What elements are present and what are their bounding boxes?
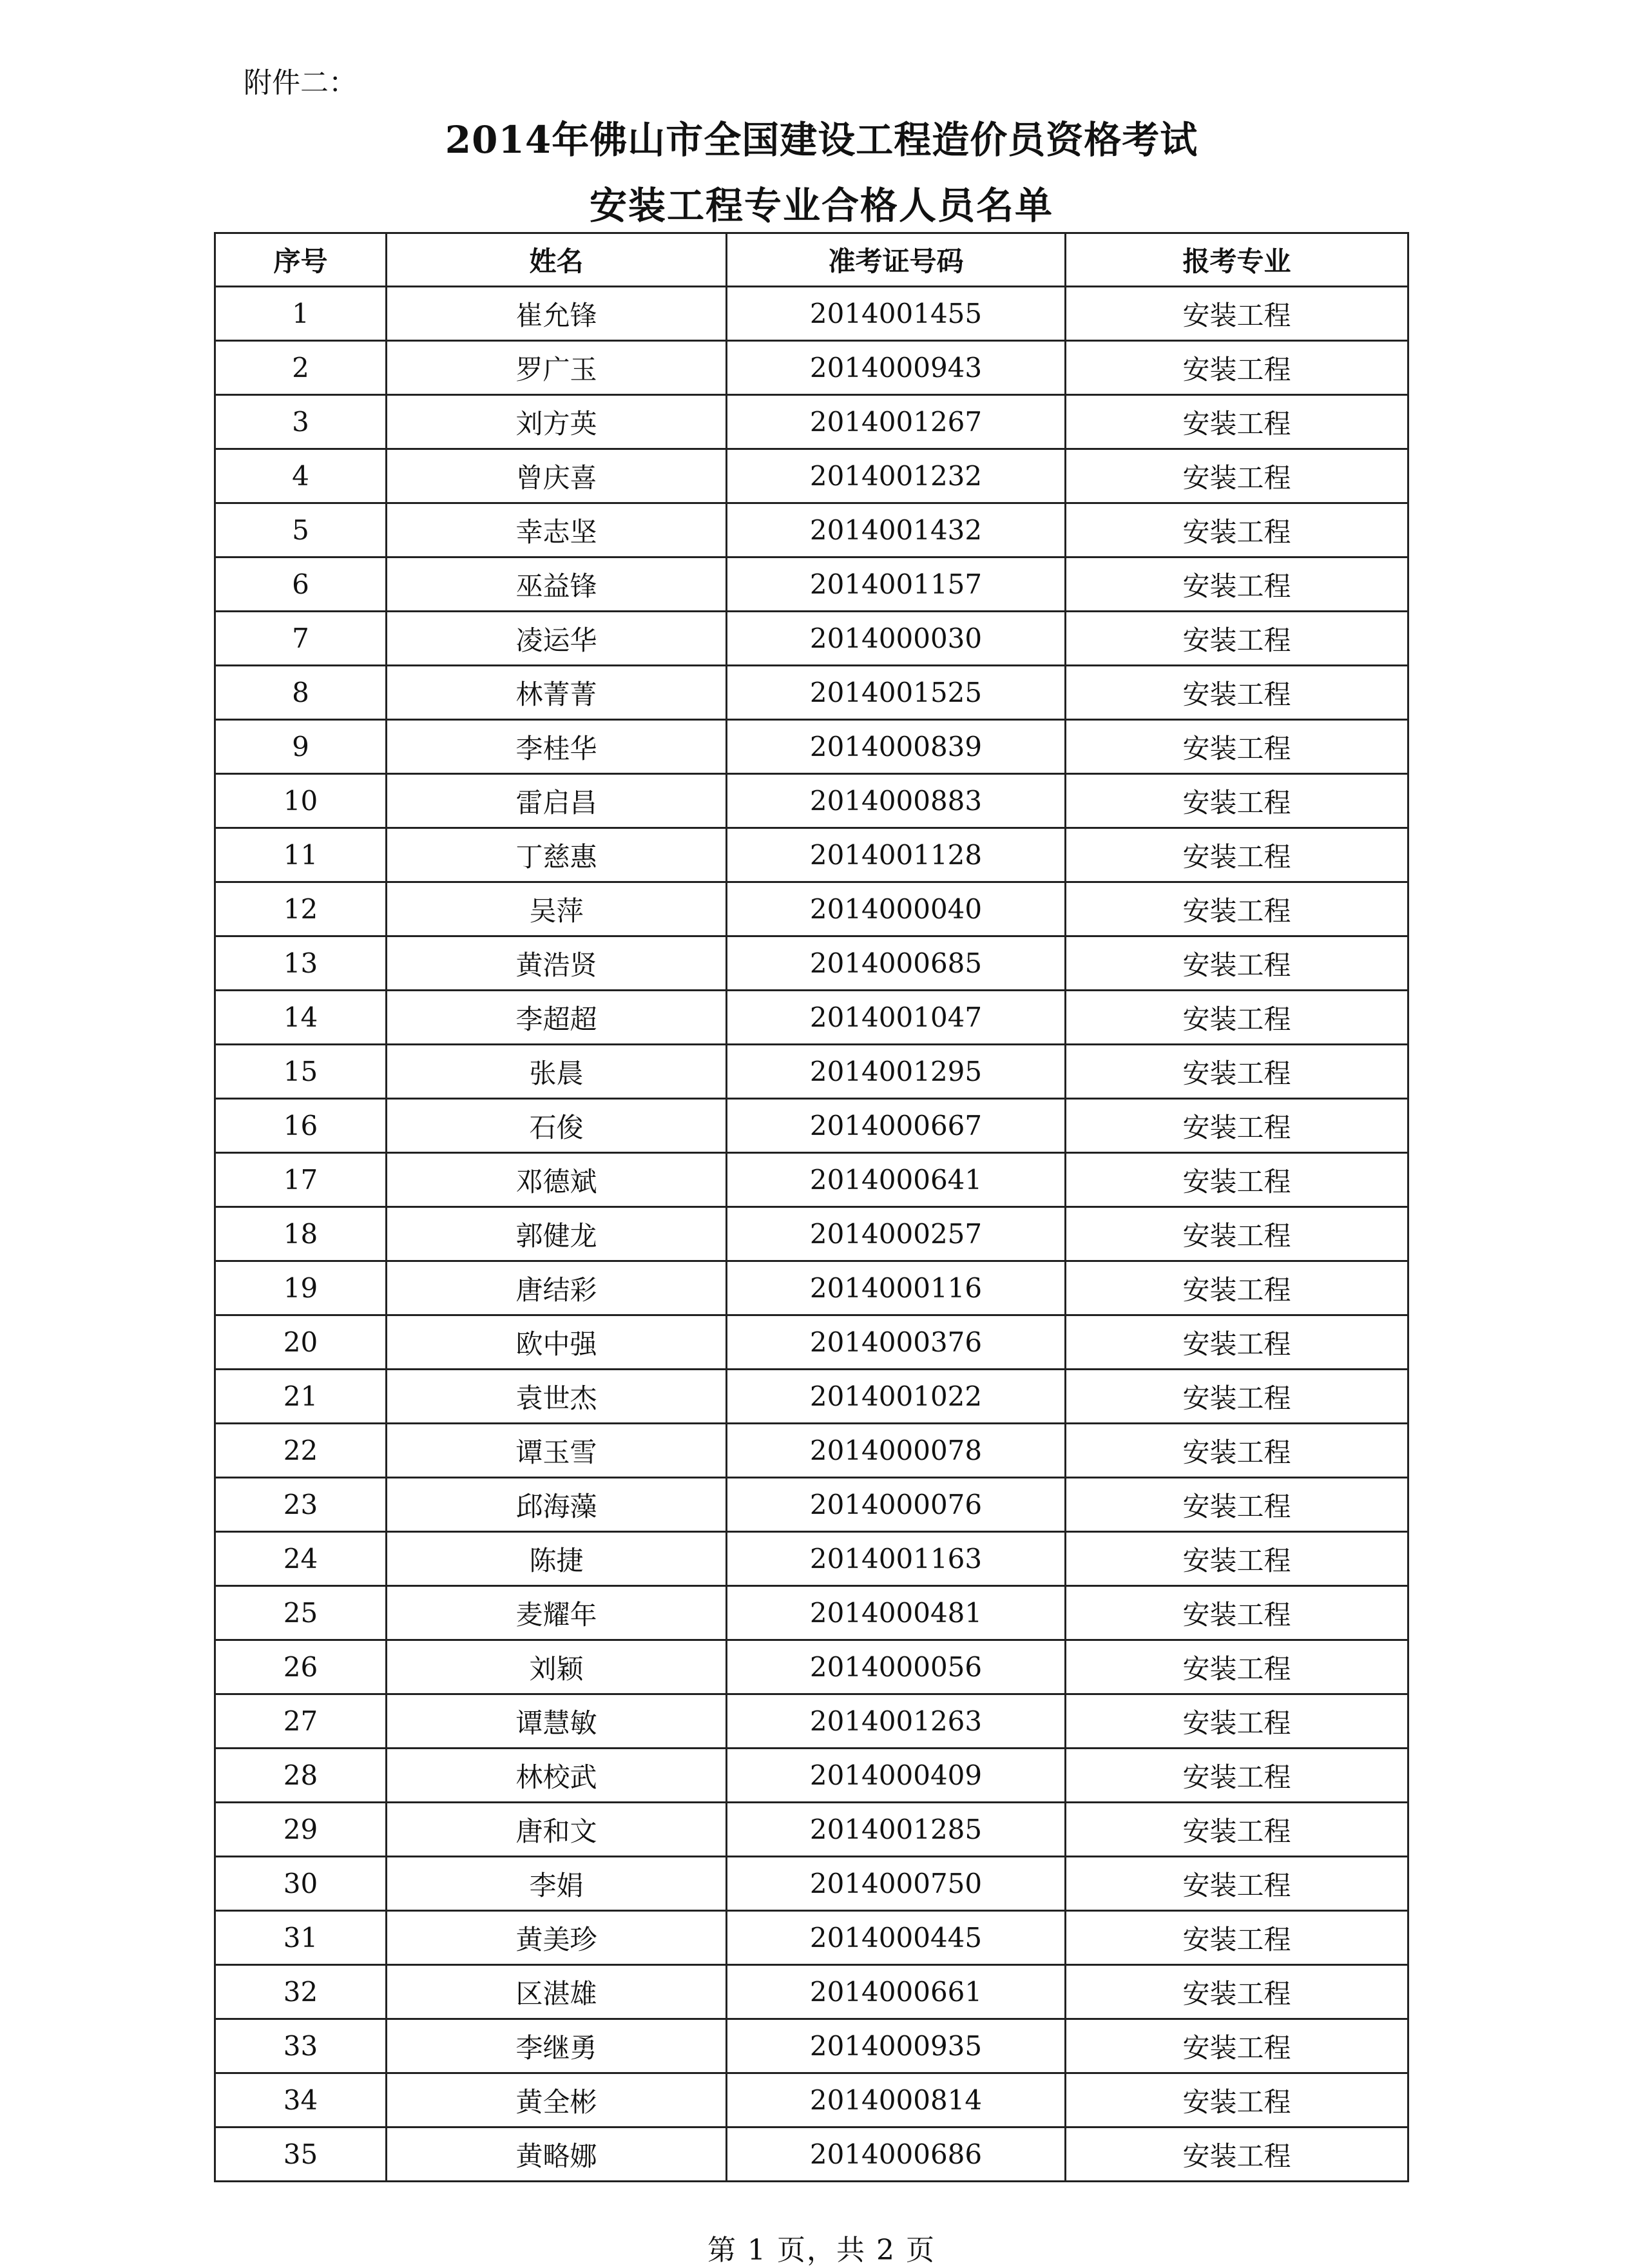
cell-name: 吴萍: [387, 882, 727, 936]
cell-exam-id: 2014000030: [727, 612, 1066, 666]
cell-exam-id: 2014001267: [727, 395, 1066, 449]
cell-exam-id: 2014000116: [727, 1261, 1066, 1315]
cell-major: 安装工程: [1066, 1478, 1408, 1532]
table-row: [215, 1586, 1408, 1640]
cell-exam-id: 2014000814: [727, 2073, 1066, 2127]
document-subtitle: 安装工程专业合格人员名单: [589, 184, 1053, 228]
cell-major: 安装工程: [1066, 612, 1408, 666]
cell-exam-id: 2014000685: [727, 936, 1066, 991]
cell-seq: 8: [215, 666, 387, 720]
header-name: 姓名: [387, 233, 727, 287]
cell-name: 巫益锋: [387, 557, 727, 612]
cell-major: 安装工程: [1066, 1532, 1408, 1586]
cell-seq: 27: [215, 1694, 387, 1749]
cell-major: 安装工程: [1066, 666, 1408, 720]
cell-exam-id: 2014000056: [727, 1640, 1066, 1694]
cell-name: 雷启昌: [387, 774, 727, 828]
cell-exam-id: 2014000661: [727, 1965, 1066, 2019]
cell-exam-id: 2014000409: [727, 1749, 1066, 1803]
cell-name: 幸志坚: [387, 503, 727, 557]
table-row: [215, 395, 1408, 449]
cell-major: 安装工程: [1066, 1424, 1408, 1478]
table-row: [215, 774, 1408, 828]
cell-seq: 21: [215, 1370, 387, 1424]
cell-seq: 3: [215, 395, 387, 449]
cell-exam-id: 2014001232: [727, 449, 1066, 503]
cell-name: 黄略娜: [387, 2127, 727, 2182]
table-row: [215, 1965, 1408, 2019]
cell-exam-id: 2014000076: [727, 1478, 1066, 1532]
cell-major: 安装工程: [1066, 828, 1408, 882]
table-header-row: [215, 233, 1408, 287]
table-row: [215, 557, 1408, 612]
cell-major: 安装工程: [1066, 1857, 1408, 1911]
cell-exam-id: 2014000040: [727, 882, 1066, 936]
document-title: 2014年佛山市全国建设工程造价员资格考试: [445, 118, 1198, 162]
cell-name: 张晨: [387, 1045, 727, 1099]
cell-name: 林校武: [387, 1749, 727, 1803]
cell-name: 袁世杰: [387, 1370, 727, 1424]
cell-exam-id: 2014000667: [727, 1099, 1066, 1153]
cell-seq: 26: [215, 1640, 387, 1694]
cell-major: 安装工程: [1066, 1911, 1408, 1965]
cell-seq: 23: [215, 1478, 387, 1532]
cell-major: 安装工程: [1066, 774, 1408, 828]
cell-major: 安装工程: [1066, 1965, 1408, 2019]
table-row: [215, 1911, 1408, 1965]
cell-seq: 29: [215, 1803, 387, 1857]
cell-seq: 28: [215, 1749, 387, 1803]
cell-exam-id: 2014001163: [727, 1532, 1066, 1586]
cell-exam-id: 2014001022: [727, 1370, 1066, 1424]
cell-seq: 32: [215, 1965, 387, 2019]
cell-major: 安装工程: [1066, 1045, 1408, 1099]
cell-major: 安装工程: [1066, 882, 1408, 936]
cell-seq: 24: [215, 1532, 387, 1586]
cell-seq: 30: [215, 1857, 387, 1911]
cell-seq: 17: [215, 1153, 387, 1207]
cell-major: 安装工程: [1066, 1261, 1408, 1315]
cell-exam-id: 2014000445: [727, 1911, 1066, 1965]
cell-exam-id: 2014001157: [727, 557, 1066, 612]
cell-major: 安装工程: [1066, 341, 1408, 395]
cell-name: 郭健龙: [387, 1207, 727, 1261]
cell-exam-id: 2014000641: [727, 1153, 1066, 1207]
cell-name: 林菁菁: [387, 666, 727, 720]
cell-seq: 20: [215, 1315, 387, 1370]
cell-seq: 4: [215, 449, 387, 503]
cell-exam-id: 2014001285: [727, 1803, 1066, 1857]
cell-major: 安装工程: [1066, 287, 1408, 341]
cell-major: 安装工程: [1066, 395, 1408, 449]
table-row: [215, 1261, 1408, 1315]
table-row: [215, 1315, 1408, 1370]
cell-name: 黄美珍: [387, 1911, 727, 1965]
table-row: [215, 287, 1408, 341]
page-footer: 第 1 页，共 2 页: [707, 2234, 936, 2267]
cell-major: 安装工程: [1066, 2019, 1408, 2073]
table-body: [215, 287, 1408, 2182]
cell-major: 安装工程: [1066, 2127, 1408, 2182]
table-row: [215, 341, 1408, 395]
cell-seq: 11: [215, 828, 387, 882]
cell-exam-id: 2014000750: [727, 1857, 1066, 1911]
cell-name: 刘颖: [387, 1640, 727, 1694]
cell-seq: 10: [215, 774, 387, 828]
cell-seq: 12: [215, 882, 387, 936]
cell-name: 崔允锋: [387, 287, 727, 341]
table-row: [215, 1694, 1408, 1749]
table-row: [215, 882, 1408, 936]
table-row: [215, 1478, 1408, 1532]
table-row: [215, 1099, 1408, 1153]
cell-seq: 34: [215, 2073, 387, 2127]
cell-seq: 31: [215, 1911, 387, 1965]
cell-name: 凌运华: [387, 612, 727, 666]
table-row: [215, 1640, 1408, 1694]
cell-name: 曾庆喜: [387, 449, 727, 503]
cell-name: 丁慈惠: [387, 828, 727, 882]
cell-major: 安装工程: [1066, 557, 1408, 612]
cell-major: 安装工程: [1066, 1749, 1408, 1803]
cell-seq: 18: [215, 1207, 387, 1261]
table-row: [215, 1857, 1408, 1911]
cell-name: 谭玉雪: [387, 1424, 727, 1478]
cell-name: 欧中强: [387, 1315, 727, 1370]
cell-seq: 5: [215, 503, 387, 557]
cell-seq: 13: [215, 936, 387, 991]
table-row: [215, 1749, 1408, 1803]
table-row: [215, 666, 1408, 720]
table-row: [215, 1207, 1408, 1261]
cell-major: 安装工程: [1066, 449, 1408, 503]
table-row: [215, 503, 1408, 557]
table-row: [215, 1803, 1408, 1857]
table-row: [215, 828, 1408, 882]
cell-seq: 7: [215, 612, 387, 666]
header-exam-id: 准考证号码: [727, 233, 1066, 287]
cell-seq: 2: [215, 341, 387, 395]
table-row: [215, 991, 1408, 1045]
table-row: [215, 449, 1408, 503]
cell-major: 安装工程: [1066, 991, 1408, 1045]
cell-major: 安装工程: [1066, 1370, 1408, 1424]
cell-seq: 9: [215, 720, 387, 774]
cell-exam-id: 2014000376: [727, 1315, 1066, 1370]
cell-major: 安装工程: [1066, 936, 1408, 991]
qualified-personnel-table: [214, 232, 1409, 2182]
cell-name: 李超超: [387, 991, 727, 1045]
cell-seq: 19: [215, 1261, 387, 1315]
cell-name: 谭慧敏: [387, 1694, 727, 1749]
cell-exam-id: 2014001432: [727, 503, 1066, 557]
cell-major: 安装工程: [1066, 1315, 1408, 1370]
cell-major: 安装工程: [1066, 1694, 1408, 1749]
cell-name: 唐结彩: [387, 1261, 727, 1315]
cell-name: 石俊: [387, 1099, 727, 1153]
cell-name: 陈捷: [387, 1532, 727, 1586]
attachment-label: 附件二：: [244, 66, 357, 99]
cell-name: 李继勇: [387, 2019, 727, 2073]
table-row: [215, 2073, 1408, 2127]
cell-exam-id: 2014001047: [727, 991, 1066, 1045]
cell-major: 安装工程: [1066, 503, 1408, 557]
table-row: [215, 2127, 1408, 2182]
cell-name: 区湛雄: [387, 1965, 727, 2019]
cell-major: 安装工程: [1066, 720, 1408, 774]
cell-exam-id: 2014000257: [727, 1207, 1066, 1261]
table-row: [215, 612, 1408, 666]
cell-major: 安装工程: [1066, 1099, 1408, 1153]
cell-exam-id: 2014001263: [727, 1694, 1066, 1749]
cell-major: 安装工程: [1066, 2073, 1408, 2127]
table-row: [215, 936, 1408, 991]
cell-seq: 25: [215, 1586, 387, 1640]
cell-exam-id: 2014001455: [727, 287, 1066, 341]
cell-exam-id: 2014000481: [727, 1586, 1066, 1640]
cell-major: 安装工程: [1066, 1640, 1408, 1694]
cell-seq: 22: [215, 1424, 387, 1478]
cell-name: 唐和文: [387, 1803, 727, 1857]
cell-name: 黄全彬: [387, 2073, 727, 2127]
cell-name: 刘方英: [387, 395, 727, 449]
table-row: [215, 1153, 1408, 1207]
header-seq: 序号: [215, 233, 387, 287]
cell-major: 安装工程: [1066, 1803, 1408, 1857]
cell-seq: 14: [215, 991, 387, 1045]
table-row: [215, 2019, 1408, 2073]
cell-seq: 16: [215, 1099, 387, 1153]
cell-name: 李桂华: [387, 720, 727, 774]
table-row: [215, 1532, 1408, 1586]
header-major: 报考专业: [1066, 233, 1408, 287]
cell-exam-id: 2014000943: [727, 341, 1066, 395]
cell-seq: 1: [215, 287, 387, 341]
cell-seq: 33: [215, 2019, 387, 2073]
cell-major: 安装工程: [1066, 1207, 1408, 1261]
cell-name: 邓德斌: [387, 1153, 727, 1207]
cell-exam-id: 2014001525: [727, 666, 1066, 720]
cell-major: 安装工程: [1066, 1153, 1408, 1207]
cell-exam-id: 2014000935: [727, 2019, 1066, 2073]
cell-name: 邱海藻: [387, 1478, 727, 1532]
cell-seq: 35: [215, 2127, 387, 2182]
cell-seq: 6: [215, 557, 387, 612]
cell-exam-id: 2014000883: [727, 774, 1066, 828]
cell-exam-id: 2014000686: [727, 2127, 1066, 2182]
cell-major: 安装工程: [1066, 1586, 1408, 1640]
cell-exam-id: 2014001128: [727, 828, 1066, 882]
table-row: [215, 1424, 1408, 1478]
cell-seq: 15: [215, 1045, 387, 1099]
cell-name: 黄浩贤: [387, 936, 727, 991]
cell-name: 罗广玉: [387, 341, 727, 395]
cell-exam-id: 2014000839: [727, 720, 1066, 774]
table-row: [215, 720, 1408, 774]
cell-name: 麦耀年: [387, 1586, 727, 1640]
cell-exam-id: 2014000078: [727, 1424, 1066, 1478]
table-row: [215, 1045, 1408, 1099]
cell-name: 李娟: [387, 1857, 727, 1911]
table-row: [215, 1370, 1408, 1424]
cell-exam-id: 2014001295: [727, 1045, 1066, 1099]
